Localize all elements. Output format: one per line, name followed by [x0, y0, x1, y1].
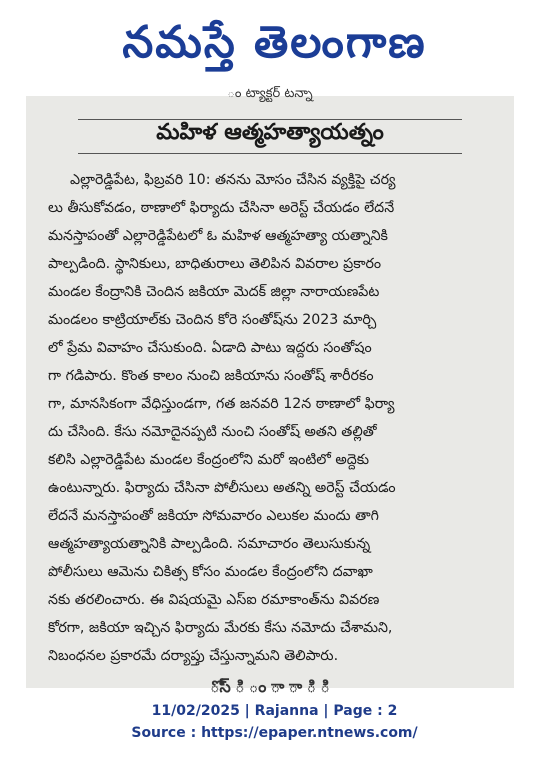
article-line: ఎల్లారెడ్డిపేట, ఫిబ్రవరి 10: తనను మోసం చేసిన వ్యక్తిపై చర్య — [70, 172, 396, 188]
article-line: కలిసి ఎల్లారెడ్డిపేట మండల కేంద్రంలోని మరో ఇంటిలో అద్దెకు — [48, 452, 370, 468]
article-line: పాల్పడింది. స్థానికులు, బాధితురాలు తెలిపిన వివరాల ప్రకారం — [48, 256, 382, 272]
article-line: పోలీసులు ఆమెను చికిత్స కోసం మండల కేంద్రంలోని దవాఖా — [48, 564, 373, 580]
article-line: లేదనే మనస్తాపంతో జకియా సోమవారం ఎలుకల మందు తాగి — [48, 508, 379, 524]
article-line: లో ప్రేమ వివాహం చేసుకుంది. ఏడాది పాటు ఇద్దరు సంతోషం — [48, 340, 372, 356]
article-line: గా, మానసికంగా వేధిస్తుండగా, గత జనవరి 12న ఠాణాలో ఫిర్యా — [48, 396, 395, 412]
article-headline: మహిళ ఆత్మహత్యాయత్నం — [156, 120, 384, 145]
article-clipping — [26, 86, 514, 696]
article-line: దు చేసింది. కేసు నమోదైనప్పటి నుంచి సంతోష్ అతని తల్లితో — [48, 424, 377, 440]
masthead — [0, 0, 549, 96]
article-line: నిబంధనల ప్రకారమే దర్యాప్తు చేస్తున్నామని తెలిపారు. — [48, 648, 339, 664]
article-line: గా గడిపారు. కొంత కాలం నుంచి జకియాను సంతోష్ శారీరకం — [48, 368, 374, 384]
article-line: ఆత్మహత్యాయత్నానికి పాల్పడింది. సమాచారం తెలుసుకున్న — [48, 536, 371, 552]
article-body — [48, 166, 500, 670]
article-line: లు తీసుకోవడం, ఠాణాలో ఫిర్యాదు చేసినా అరెస్ట్ చేయడం లేదనే — [48, 200, 395, 216]
edition-info: 11/02/2025 | Rajanna | Page : 2 — [151, 703, 398, 719]
article-line: మనస్తాపంతో ఎల్లారెడ్డిపేటలో ఓ మహిళ ఆత్మహత్యా యత్నానికి — [48, 228, 388, 244]
source-footer — [0, 700, 549, 744]
newspaper-title: నమస్తే తెలంగాణ — [122, 17, 427, 68]
source-url: Source : https://epaper.ntnews.com/ — [131, 725, 418, 741]
article-line: కోరగా, జకియా ఇచ్చిన ఫిర్యాదు మేరకు కేసు నమోదు చేశామని, — [48, 620, 393, 636]
cut-off-next-text: ోస్ ి ం ా ా ి ి — [210, 677, 330, 696]
article-line: మండలం కాట్రియాల్‌కు చెందిన కోరె సంతోష్‌ను 2023 మార్చి — [48, 312, 377, 328]
article-line: ఉంటున్నారు. ఫిర్యాదు చేసినా పోలీసులు అతన్ని అరెస్ట్ చేయడం — [48, 480, 396, 496]
headline-rule-bottom — [78, 153, 462, 154]
cut-off-previous-text: ం ట్యాక్టర్ టన్నా — [227, 86, 313, 101]
article-line: నకు తరలించారు. ఈ విషయమై ఎస్ఐ రమాకాంత్‌ను వివరణ — [48, 592, 380, 608]
article-line: మండల కేంద్రానికి చెందిన జకియా మెదక్ జిల్లా నారాయణపేట — [48, 284, 380, 300]
